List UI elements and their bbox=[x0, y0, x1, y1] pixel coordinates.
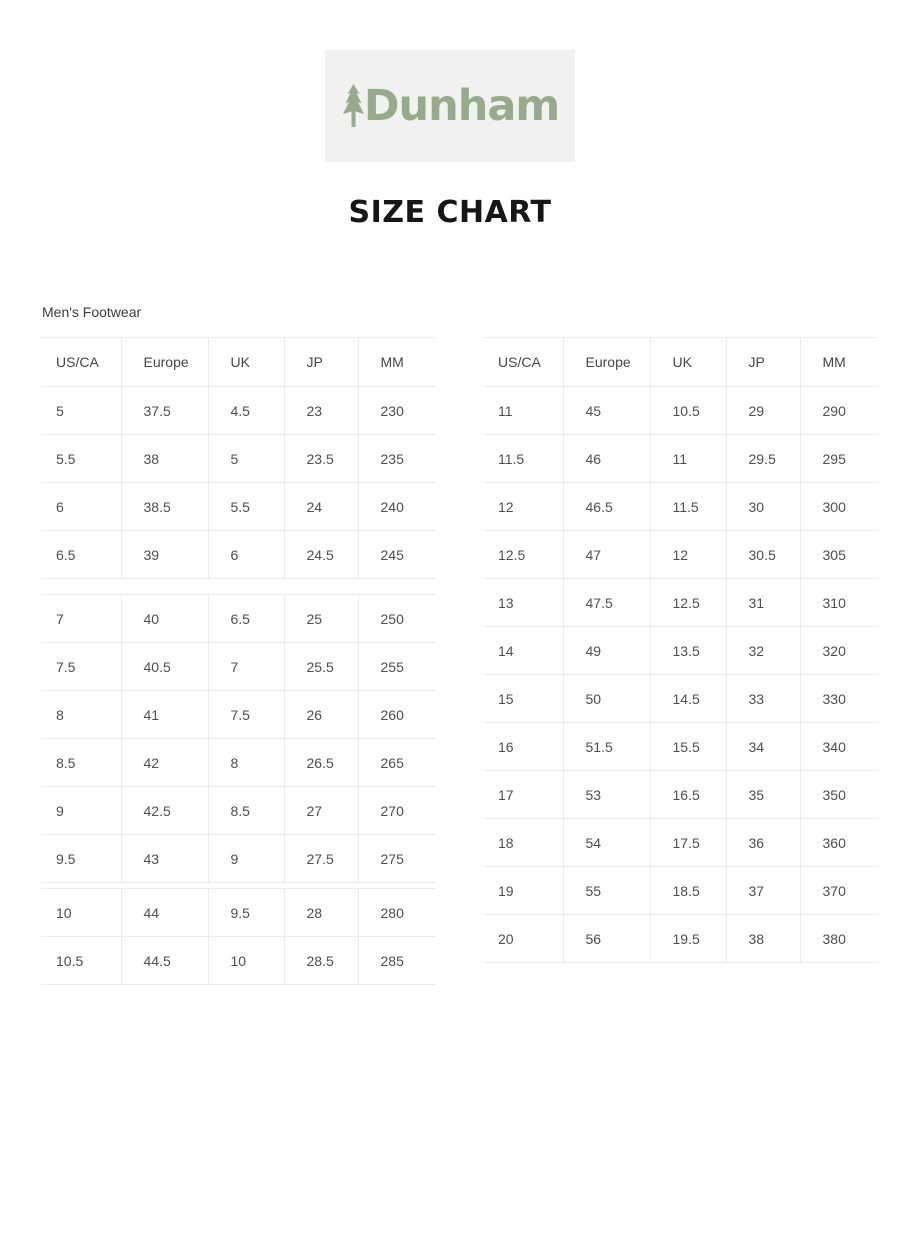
table-cell: 23.5 bbox=[284, 435, 358, 483]
table-row bbox=[483, 531, 878, 579]
table-cell: 39 bbox=[121, 531, 208, 579]
table-cell: 6 bbox=[208, 531, 284, 579]
column-header: Europe bbox=[563, 338, 650, 387]
table-cell: 8 bbox=[41, 691, 121, 739]
table-cell: 235 bbox=[358, 435, 436, 483]
left-size-table bbox=[41, 337, 436, 985]
table-cell: 27.5 bbox=[284, 835, 358, 883]
table-row bbox=[41, 483, 436, 531]
table-row bbox=[41, 595, 436, 643]
table-cell: 270 bbox=[358, 787, 436, 835]
table-cell: 240 bbox=[358, 483, 436, 531]
table-cell: 24 bbox=[284, 483, 358, 531]
table-cell: 320 bbox=[800, 627, 878, 675]
column-header: JP bbox=[726, 338, 800, 387]
table-cell: 55 bbox=[563, 867, 650, 915]
table-cell: 44.5 bbox=[121, 937, 208, 985]
table-row bbox=[41, 691, 436, 739]
table-cell: 27 bbox=[284, 787, 358, 835]
logo-box bbox=[325, 50, 575, 162]
table-cell: 49 bbox=[563, 627, 650, 675]
table-row bbox=[483, 387, 878, 435]
table-cell: 31 bbox=[726, 579, 800, 627]
table-cell: 310 bbox=[800, 579, 878, 627]
table-cell: 11.5 bbox=[650, 483, 726, 531]
table-row bbox=[483, 675, 878, 723]
table-cell: 9.5 bbox=[208, 889, 284, 937]
table-cell: 16 bbox=[483, 723, 563, 771]
table-cell: 10.5 bbox=[41, 937, 121, 985]
table-cell: 29.5 bbox=[726, 435, 800, 483]
table-cell: 12 bbox=[650, 531, 726, 579]
table-cell: 7 bbox=[41, 595, 121, 643]
table-cell: 250 bbox=[358, 595, 436, 643]
table-cell: 10 bbox=[41, 889, 121, 937]
table-cell: 4.5 bbox=[208, 387, 284, 435]
table-cell: 360 bbox=[800, 819, 878, 867]
table-row bbox=[41, 739, 436, 787]
table-cell: 17 bbox=[483, 771, 563, 819]
table-cell: 16.5 bbox=[650, 771, 726, 819]
table-cell: 45 bbox=[563, 387, 650, 435]
table-cell: 7 bbox=[208, 643, 284, 691]
table-cell: 12.5 bbox=[650, 579, 726, 627]
table-cell: 5.5 bbox=[41, 435, 121, 483]
table-row bbox=[483, 819, 878, 867]
table-row bbox=[41, 835, 436, 883]
table-cell: 280 bbox=[358, 889, 436, 937]
table-cell: 305 bbox=[800, 531, 878, 579]
table-cell: 43 bbox=[121, 835, 208, 883]
table-cell: 33 bbox=[726, 675, 800, 723]
table-cell: 9.5 bbox=[41, 835, 121, 883]
table-cell: 6.5 bbox=[208, 595, 284, 643]
table-cell: 53 bbox=[563, 771, 650, 819]
table-cell: 38 bbox=[726, 915, 800, 963]
table-cell: 37 bbox=[726, 867, 800, 915]
column-header: JP bbox=[284, 338, 358, 387]
table-cell: 40.5 bbox=[121, 643, 208, 691]
left-column bbox=[41, 304, 436, 985]
table-cell: 28.5 bbox=[284, 937, 358, 985]
table-cell: 36 bbox=[726, 819, 800, 867]
table-cell: 24.5 bbox=[284, 531, 358, 579]
table-cell: 380 bbox=[800, 915, 878, 963]
table-cell: 56 bbox=[563, 915, 650, 963]
section-label: Men's Footwear bbox=[42, 304, 142, 320]
column-header: UK bbox=[650, 338, 726, 387]
table-cell: 20 bbox=[483, 915, 563, 963]
table-cell: 12.5 bbox=[483, 531, 563, 579]
table-cell: 11.5 bbox=[483, 435, 563, 483]
table-cell: 5.5 bbox=[208, 483, 284, 531]
table-cell: 26.5 bbox=[284, 739, 358, 787]
table-cell: 295 bbox=[800, 435, 878, 483]
table-cell: 38.5 bbox=[121, 483, 208, 531]
table-cell: 245 bbox=[358, 531, 436, 579]
table-cell: 41 bbox=[121, 691, 208, 739]
table-cell: 370 bbox=[800, 867, 878, 915]
table-cell: 5 bbox=[208, 435, 284, 483]
table-cell: 300 bbox=[800, 483, 878, 531]
table-row bbox=[41, 435, 436, 483]
table-section-gap bbox=[41, 579, 436, 595]
table-cell: 6 bbox=[41, 483, 121, 531]
table-cell: 46.5 bbox=[563, 483, 650, 531]
table-cell: 15.5 bbox=[650, 723, 726, 771]
table-row bbox=[483, 483, 878, 531]
table-cell: 44 bbox=[121, 889, 208, 937]
table-cell: 7.5 bbox=[41, 643, 121, 691]
table-cell: 18.5 bbox=[650, 867, 726, 915]
brand-logo-text: Dunham bbox=[363, 81, 560, 131]
table-row bbox=[41, 937, 436, 985]
table-cell: 30.5 bbox=[726, 531, 800, 579]
table-cell: 34 bbox=[726, 723, 800, 771]
table-cell: 10.5 bbox=[650, 387, 726, 435]
table-cell: 350 bbox=[800, 771, 878, 819]
table-cell: 7.5 bbox=[208, 691, 284, 739]
table-cell: 32 bbox=[726, 627, 800, 675]
table-cell: 14 bbox=[483, 627, 563, 675]
table-cell: 47 bbox=[563, 531, 650, 579]
table-cell: 17.5 bbox=[650, 819, 726, 867]
table-cell: 25.5 bbox=[284, 643, 358, 691]
table-row bbox=[41, 387, 436, 435]
table-cell: 18 bbox=[483, 819, 563, 867]
right-column bbox=[483, 337, 878, 963]
table-cell: 15 bbox=[483, 675, 563, 723]
table-row bbox=[483, 579, 878, 627]
table-cell: 13 bbox=[483, 579, 563, 627]
table-cell: 340 bbox=[800, 723, 878, 771]
table-cell: 28 bbox=[284, 889, 358, 937]
table-cell: 54 bbox=[563, 819, 650, 867]
table-cell: 9 bbox=[208, 835, 284, 883]
right-size-table bbox=[483, 337, 878, 963]
table-row bbox=[41, 889, 436, 937]
table-cell: 9 bbox=[41, 787, 121, 835]
table-cell: 330 bbox=[800, 675, 878, 723]
table-cell: 260 bbox=[358, 691, 436, 739]
table-cell: 290 bbox=[800, 387, 878, 435]
table-cell: 14.5 bbox=[650, 675, 726, 723]
table-row bbox=[41, 643, 436, 691]
table-cell: 26 bbox=[284, 691, 358, 739]
table-cell: 8.5 bbox=[41, 739, 121, 787]
column-header: US/CA bbox=[483, 338, 563, 387]
table-cell: 42.5 bbox=[121, 787, 208, 835]
table-cell: 42 bbox=[121, 739, 208, 787]
table-row bbox=[483, 771, 878, 819]
table-cell: 47.5 bbox=[563, 579, 650, 627]
table-row bbox=[483, 627, 878, 675]
table-cell: 265 bbox=[358, 739, 436, 787]
column-header: Europe bbox=[121, 338, 208, 387]
table-cell: 285 bbox=[358, 937, 436, 985]
table-cell: 40 bbox=[121, 595, 208, 643]
table-cell: 8 bbox=[208, 739, 284, 787]
table-cell: 275 bbox=[358, 835, 436, 883]
table-cell: 11 bbox=[483, 387, 563, 435]
table-cell: 37.5 bbox=[121, 387, 208, 435]
table-row bbox=[41, 787, 436, 835]
table-cell: 30 bbox=[726, 483, 800, 531]
column-header: MM bbox=[358, 338, 436, 387]
table-cell: 46 bbox=[563, 435, 650, 483]
table-cell: 13.5 bbox=[650, 627, 726, 675]
table-cell: 5 bbox=[41, 387, 121, 435]
table-cell: 255 bbox=[358, 643, 436, 691]
table-cell: 25 bbox=[284, 595, 358, 643]
page-title: SIZE CHART bbox=[348, 195, 552, 230]
table-cell: 38 bbox=[121, 435, 208, 483]
table-cell: 10 bbox=[208, 937, 284, 985]
table-cell: 51.5 bbox=[563, 723, 650, 771]
table-cell: 29 bbox=[726, 387, 800, 435]
table-cell: 230 bbox=[358, 387, 436, 435]
table-cell: 8.5 bbox=[208, 787, 284, 835]
table-cell: 50 bbox=[563, 675, 650, 723]
table-cell: 19.5 bbox=[650, 915, 726, 963]
table-cell: 19 bbox=[483, 867, 563, 915]
table-row bbox=[483, 915, 878, 963]
table-cell: 35 bbox=[726, 771, 800, 819]
column-header: MM bbox=[800, 338, 878, 387]
column-header: UK bbox=[208, 338, 284, 387]
table-row bbox=[41, 531, 436, 579]
pine-tree-icon bbox=[341, 84, 366, 131]
table-row bbox=[483, 867, 878, 915]
size-chart-content bbox=[41, 304, 900, 985]
table-header-row bbox=[41, 338, 436, 387]
table-cell: 23 bbox=[284, 387, 358, 435]
table-row bbox=[483, 723, 878, 771]
table-header-row bbox=[483, 338, 878, 387]
column-header: US/CA bbox=[41, 338, 121, 387]
table-row bbox=[483, 435, 878, 483]
table-cell: 11 bbox=[650, 435, 726, 483]
table-cell: 6.5 bbox=[41, 531, 121, 579]
table-cell: 12 bbox=[483, 483, 563, 531]
